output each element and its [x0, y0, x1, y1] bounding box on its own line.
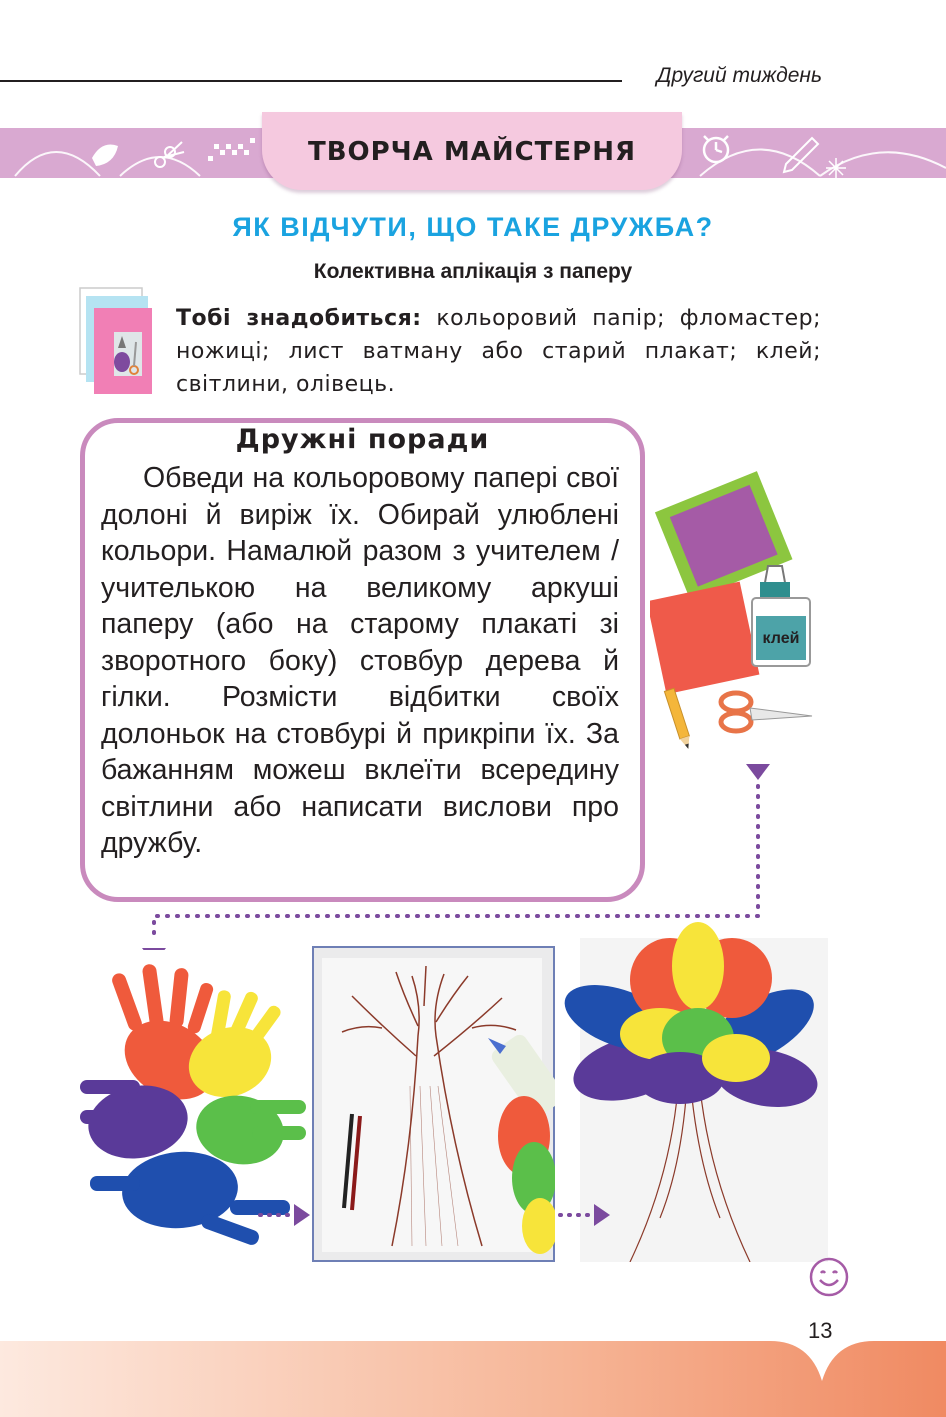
pencil [664, 688, 693, 750]
section-title-tab [262, 112, 682, 190]
materials-list: кольоровий папір; фломастер; ножиці; лист ватману або старий плакат; клей; світлини, олівець. [176, 306, 822, 397]
section-title: ТВОРЧА МАЙСТЕРНЯ [307, 137, 637, 167]
week-label: Другий тиждень [656, 64, 822, 87]
materials-label: Тобі знадобиться: [176, 306, 422, 331]
glue-bottle [752, 566, 810, 666]
materials-text [176, 302, 821, 401]
header-rule [0, 80, 622, 82]
page-number: 13 [808, 1318, 833, 1343]
supplies-illustration [650, 470, 830, 760]
materials-icon [78, 286, 156, 404]
smiley-icon [808, 1256, 850, 1298]
photo-drawn-tree [312, 946, 555, 1262]
lesson-subtitle: Колективна аплікація з паперу [313, 260, 633, 283]
flow-arrow-1 [256, 1200, 312, 1230]
lesson-title: ЯК ВІДЧУТИ, ЩО ТАКЕ ДРУЖБА? [232, 212, 714, 242]
snowflake-icon [826, 158, 846, 178]
advice-title: Дружні поради [235, 424, 490, 455]
scissors [721, 693, 812, 731]
footer-band [0, 1341, 946, 1417]
glue-label: клей [762, 630, 800, 647]
flow-arrow-2 [556, 1200, 612, 1230]
advice-text: Обведи на кольоровому папері свої долоні й виріж їх. Обирай улюблені кольори. Намалюй разом з учителем / учителькою на великому аркуші паперу (або на старому плакаті зі зворотного боку) стовбур дерева й гілки. Розмісти відбитки своїх долоньок на стовбурі й прикріпи їх. За бажанням можеш вклеїти всередину світлини або написати вислови про дружбу. [101, 462, 619, 859]
